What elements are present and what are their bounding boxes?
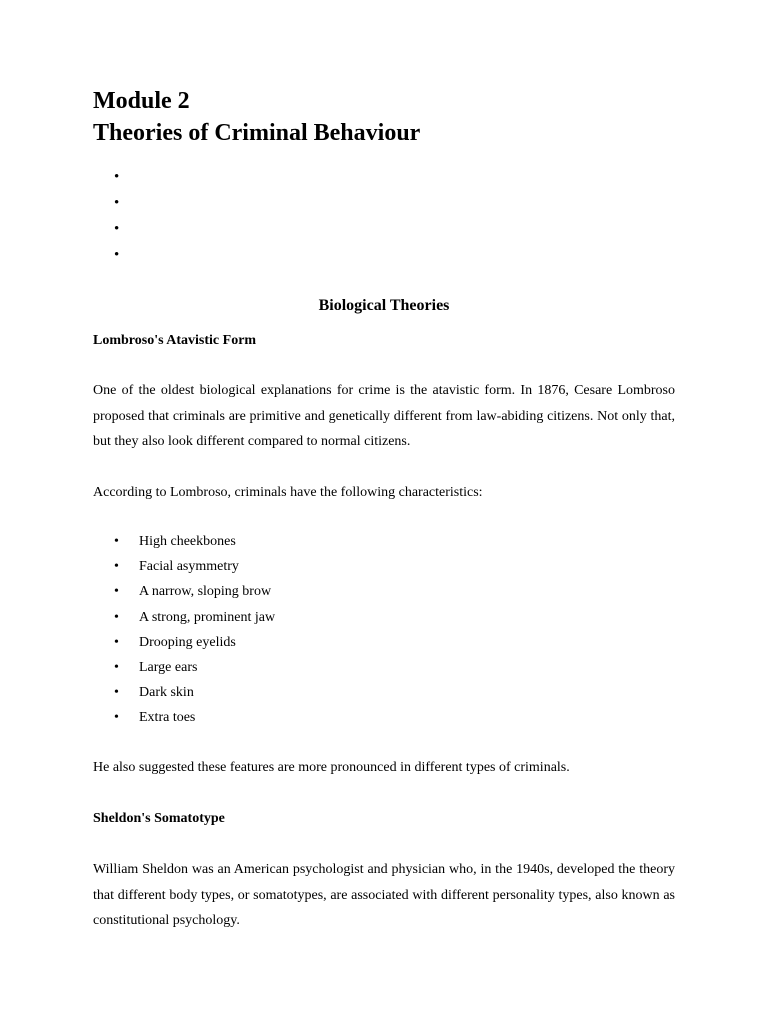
bullet-icon: • (114, 634, 119, 650)
bullet-icon: • (114, 584, 119, 600)
lombroso-conclusion-paragraph: He also suggested these features are more pronounced in different types of criminals. (93, 760, 570, 775)
list-item-text: High cheekbones (139, 534, 236, 549)
sheldon-paragraph: William Sheldon was an American psychologist and physician who, in the 1940s, developed the theory that different body types, or somatotypes, are associated with different personality types, also known as constitutional psychology. (93, 862, 675, 928)
sheldon-heading: Sheldon's Somatotype (93, 811, 225, 826)
section-heading: Biological Theories (318, 297, 450, 314)
bullet-icon: • (114, 534, 119, 549)
lombroso-intro-paragraph: One of the oldest biological explanations for crime is the atavistic form. In 1876, Cesare Lombroso proposed that criminals are primitive and genetically different from law-abiding citizens. Not only that, but they also look different compared to normal citizens. (93, 383, 675, 449)
list-item-text: Dark skin (139, 685, 194, 701)
list-item-text: Extra toes (139, 710, 196, 726)
list-item-text: A strong, prominent jaw (139, 609, 276, 625)
bullet-icon: • (114, 559, 119, 575)
bullet-icon: • (114, 609, 119, 625)
list-item-text: Drooping eyelids (139, 634, 236, 650)
list-item-text: Large ears (139, 659, 198, 675)
list-item-text: Facial asymmetry (139, 559, 239, 575)
module-label: Module 2 (93, 88, 190, 114)
bullet-icon: • (114, 659, 119, 675)
lombroso-list-intro: According to Lombroso, criminals have the following characteristics: (93, 485, 483, 500)
bullet-icon: • (114, 685, 119, 701)
lombroso-heading: Lombroso's Atavistic Form (93, 333, 257, 348)
bullet-icon: • (114, 710, 119, 726)
list-item-text: A narrow, sloping brow (139, 584, 272, 600)
page-title: Theories of Criminal Behaviour (93, 120, 421, 146)
